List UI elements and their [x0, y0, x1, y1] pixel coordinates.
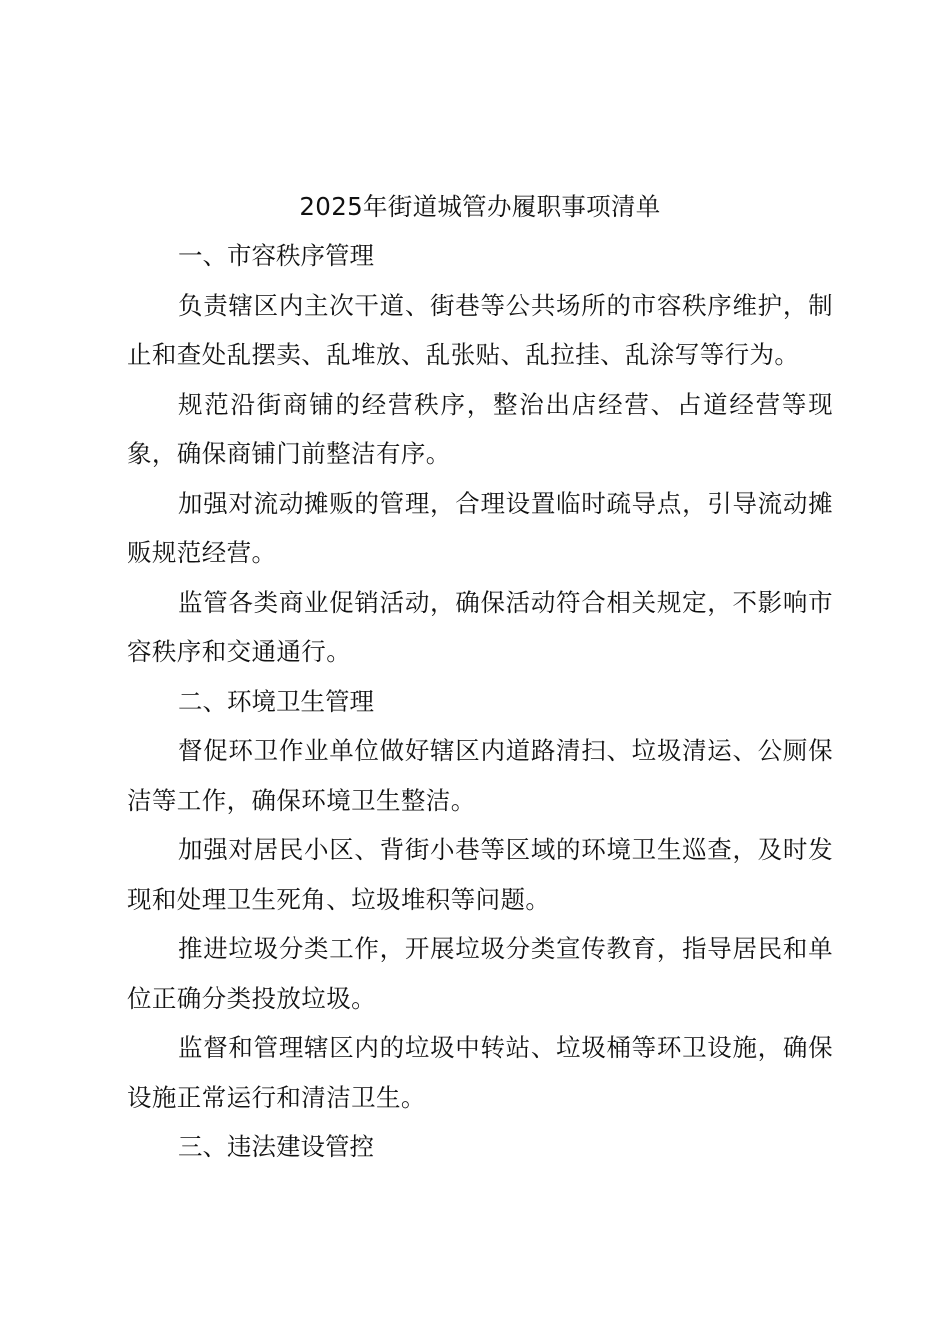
section-illegal-construction: [127, 1122, 833, 1172]
paragraph: 负责辖区内主次干道、街巷等公共场所的市容秩序维护，制止和查处乱摆卖、乱堆放、乱张贴、乱拉挂、乱涂写等行为。: [127, 290, 833, 369]
paragraph: 规范沿街商铺的经营秩序，整治出店经营、占道经营等现象，确保商铺门前整洁有序。: [127, 389, 833, 468]
section-sanitation: [127, 677, 833, 1123]
section-city-appearance: [127, 231, 833, 677]
document-body: [127, 183, 833, 1172]
paragraph: 监督和管理辖区内的垃圾中转站、垃圾桶等环卫设施，确保设施正常运行和清洁卫生。: [127, 1033, 833, 1112]
paragraph: 推进垃圾分类工作，开展垃圾分类宣传教育，指导居民和单位正确分类投放垃圾。: [127, 934, 833, 1013]
section-heading: 一、市容秩序管理: [178, 241, 374, 270]
paragraph: 加强对流动摊贩的管理，合理设置临时疏导点，引导流动摊贩规范经营。: [127, 488, 833, 567]
section-heading: 二、环境卫生管理: [178, 686, 374, 716]
paragraph: 督促环卫作业单位做好辖区内道路清扫、垃圾清运、公厕保洁等工作，确保环境卫生整洁。: [127, 736, 833, 815]
paragraph: 加强对居民小区、背街小巷等区域的环境卫生巡查，及时发现和处理卫生死角、垃圾堆积等问题。: [127, 835, 833, 914]
section-heading: 三、违法建设管控: [178, 1132, 374, 1161]
document-title: 2025年街道城管办履职事项清单: [299, 192, 661, 221]
paragraph: 监管各类商业促销活动，确保活动符合相关规定，不影响市容秩序和交通通行。: [127, 587, 833, 666]
